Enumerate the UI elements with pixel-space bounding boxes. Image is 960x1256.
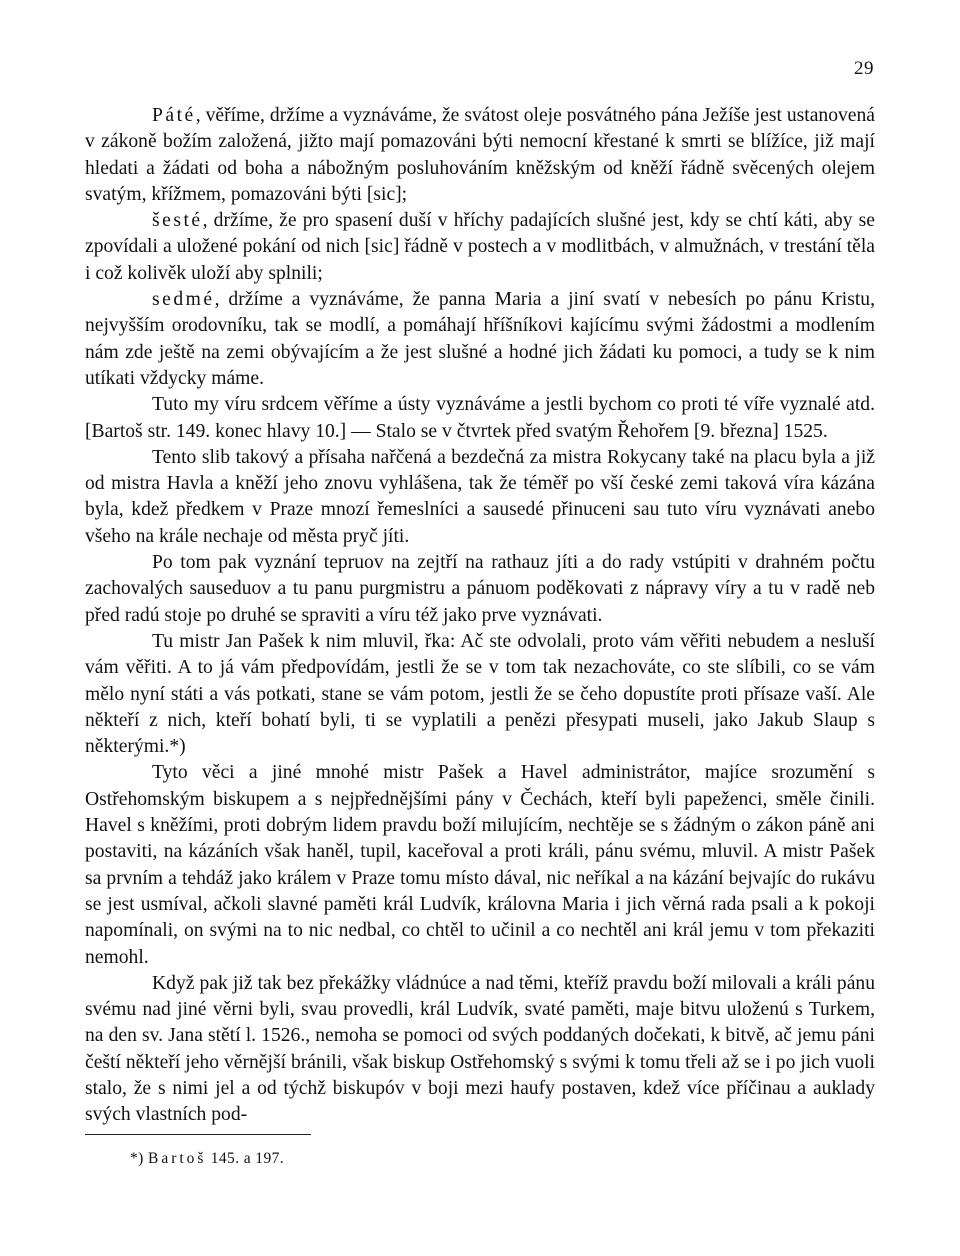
paragraph — [85, 760, 875, 970]
paragraph-lead: sedmé — [152, 289, 215, 311]
footnote-reference: 145. a 197. — [206, 1150, 285, 1167]
paragraph — [85, 103, 875, 208]
footnote-marker: *) — [130, 1150, 148, 1167]
paragraph-text: , držíme a vyznáváme, že panna Maria a jiní svatí v nebesích po pánu Kristu, nejvyšším orodovníku, tak se modlí, a pomáhají hříšníkovi kajícímu svými žádostmi a modlením nám zde ještě na zemi obývajícím a že jest slušné a hodné jich žádati ku pomoci, a tudy se k nim utíkati vždycky máme. — [85, 289, 875, 389]
footnote-divider — [85, 1134, 311, 1135]
paragraph — [85, 287, 875, 392]
page-number: 29 — [854, 58, 874, 79]
paragraph — [85, 392, 875, 445]
paragraph-text: , držíme, že pro spasení duší v hříchy padajících slušné jest, kdy se chtí káti, aby se zpovídali a uložené pokání od nich [sic] řádně v postech a v modlitbách, v almužnách, v trestání těla i což kolivěk uloží aby splnili; — [85, 210, 875, 284]
paragraph-text: Po tom pak vyznání tepruov na zejtří na rathauz jíti a do rady vstúpiti v drahném počtu zachovalých sauseduov a tu panu purgmistru a pánuom poděkovati z nápravy víry a tu v radě neb před radú stoje po druhé se spraviti a víru též jako prve vyznávati. — [85, 552, 875, 626]
paragraph — [85, 445, 875, 550]
paragraph — [85, 550, 875, 629]
paragraph — [85, 971, 875, 1129]
paragraph-lead: Páté — [152, 105, 196, 126]
paragraph-text: , věříme, držíme a vyznáváme, že svátost oleje posvátného pána Ježíše jest ustanovená v zákoně božím založená, jižto mají pomazováni býti nemocní křestané k smrti se blížíce, již mají hledati a žádati od boha a nábožným posluhováním kněžským od kněží řádně svěcených olejem svatým, křížmem, pomazováni býti [sic]; — [85, 105, 875, 205]
paragraph-text: Tu mistr Jan Pašek k nim mluvil, řka: Ač ste odvolali, proto vám věřiti nebudem a nesluší vám věřiti. A to já vám předpovídám, jestli že se v tom tak nezachováte, co ste slíbili, co se vám mělo nyní státi a vás potkati, stane se vám potom, jestli že se čeho dopustíte proti přísaze vaší. Ale někteří z nich, kteří bohatí byli, ti se vyplatili a penězi přesypati museli, jako Jakub Slaup s některými.*) — [85, 630, 875, 758]
paragraph — [85, 208, 875, 287]
paragraph-text: Tento slib takový a přísaha nařčená a bezdečná za mistra Rokycany také na placu byla a již od mistra Havla a kněží jeho znovu vyhlášena, tak že téměř po vší české zemi taková víra kázána byla, kdež předkem v Praze mnozí řemeslníci a sausedé přinuceni sau tuto víru vyznávati anebo všeho na krále nechaje od města pryč jíti. — [85, 446, 875, 547]
paragraph-text: Tuto my víru srdcem věříme a ústy vyznáváme a jestli bychom co proti té víře vyznalé atd. [Bartoš str. 149. konec hlavy 10.] — Stalo se v čtvrtek před svatým Řehořem [9. března] 1525. — [85, 394, 875, 442]
paragraph — [85, 629, 875, 760]
paragraph-text: Když pak již tak bez překážky vládnúce a nad těmi, kteříž pravdu boží milovali a králi pánu svému nad jiné věrni byli, svau provedli, král Ludvík, svaté paměti, maje bitvu uloženú s Turkem, na den sv. Jana stětí l. 1526., nemoha se pomoci od svých poddaných dočekati, k bitvě, ač jemu páni čeští někteří jeho věrnější bránili, však biskup Ostřehomský s svými k tomu třeli až se i po jich vuoli stalo, že s nimi jel a od týchž biskupóv v boji mezi haufy postaven, kdež více příčinau a auklady svých vlastních pod- — [85, 972, 875, 1126]
body-text — [85, 103, 875, 1129]
footnote-author: Bartoš — [148, 1150, 207, 1167]
paragraph-text: Tyto věci a jiné mnohé mistr Pašek a Havel administrátor, majíce srozumění s Ostřehomským biskupem a s nejpřednějšími pány v Čechách, kteří byli papeženci, směle činili. Havel s kněžími, proti dobrým lidem pravdu boží milujícím, nechtěje se s žádným o zákon páně ani postaviti, na kázáních však haněl, tupil, kaceřoval a proti králi, pánu svému, mluvil. A mistr Pašek sa prvním a tehdáž jako králem v Praze tomu místo dával, nic neříkal a na kázání bejvajíc do rukávu se jest usmíval, ačkoli slavné paměti král Ludvík, královna Maria i jich věrná rada psali a k pokoji napomínali, on svými na to nic nedbal, co chtěl to učinil a co nechtěl ani král jemu v tom překaziti nemohl. — [85, 762, 875, 968]
paragraph-lead: šesté — [152, 210, 203, 232]
footnote — [130, 1150, 284, 1168]
